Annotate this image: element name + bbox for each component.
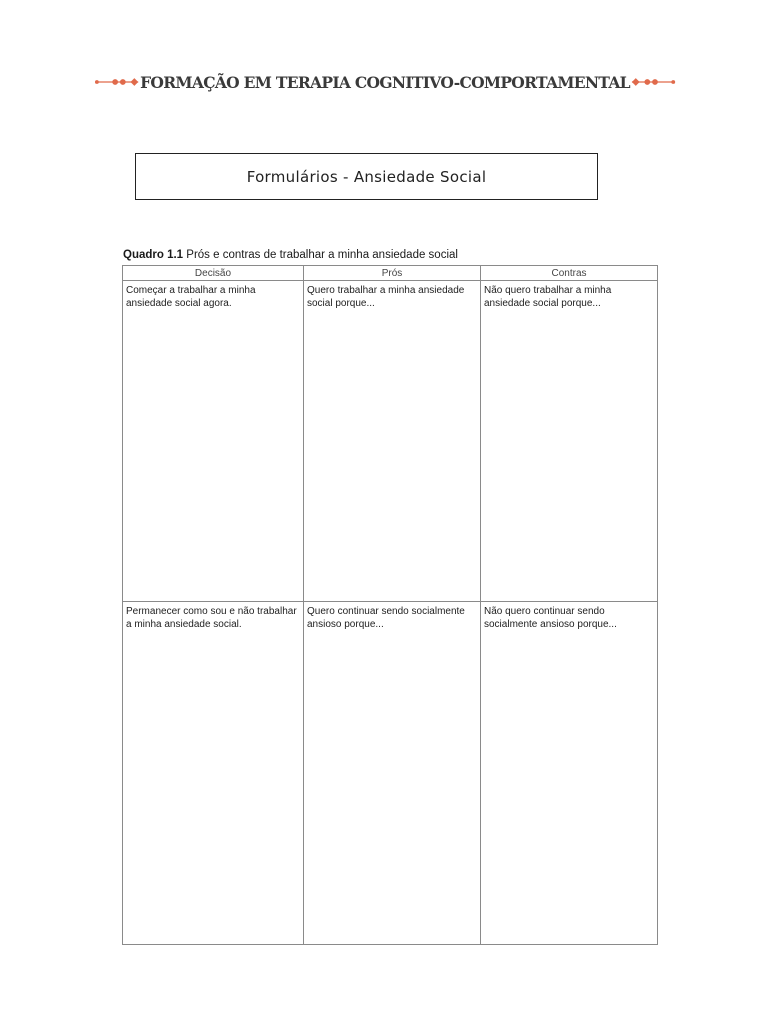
decision-cell[interactable]: Começar a trabalhar a minha ansiedade social agora. [123, 281, 304, 602]
pros-cell[interactable]: Quero continuar sendo socialmente ansioso porque... [304, 602, 481, 945]
pros-cons-table [122, 265, 658, 945]
column-header-pros: Prós [304, 266, 481, 281]
caption-text: Prós e contras de trabalhar a minha ansiedade social [183, 249, 458, 261]
forms-title: Formulários - Ansiedade Social [246, 167, 487, 186]
column-header-cons: Contras [481, 266, 658, 281]
right-ornament-icon [630, 72, 676, 92]
decision-cell[interactable]: Permanecer como sou e não trabalhar a minha ansiedade social. [123, 602, 304, 945]
table-caption [123, 249, 458, 261]
column-header-decision: Decisão [123, 266, 304, 281]
table-row [123, 602, 658, 945]
cons-cell[interactable]: Não quero trabalhar a minha ansiedade social porque... [481, 281, 658, 602]
page-header [94, 68, 676, 96]
caption-label: Quadro 1.1 [123, 249, 184, 261]
table-row [123, 281, 658, 602]
table-header-row [123, 266, 658, 281]
cons-cell[interactable]: Não quero continuar sendo socialmente ansioso porque... [481, 602, 658, 945]
left-ornament-icon [94, 72, 140, 92]
pros-cell[interactable]: Quero trabalhar a minha ansiedade social porque... [304, 281, 481, 602]
forms-title-box [135, 153, 598, 200]
header-title: FORMAÇÃO EM TERAPIA COGNITIVO-COMPORTAMENTAL [140, 72, 630, 92]
